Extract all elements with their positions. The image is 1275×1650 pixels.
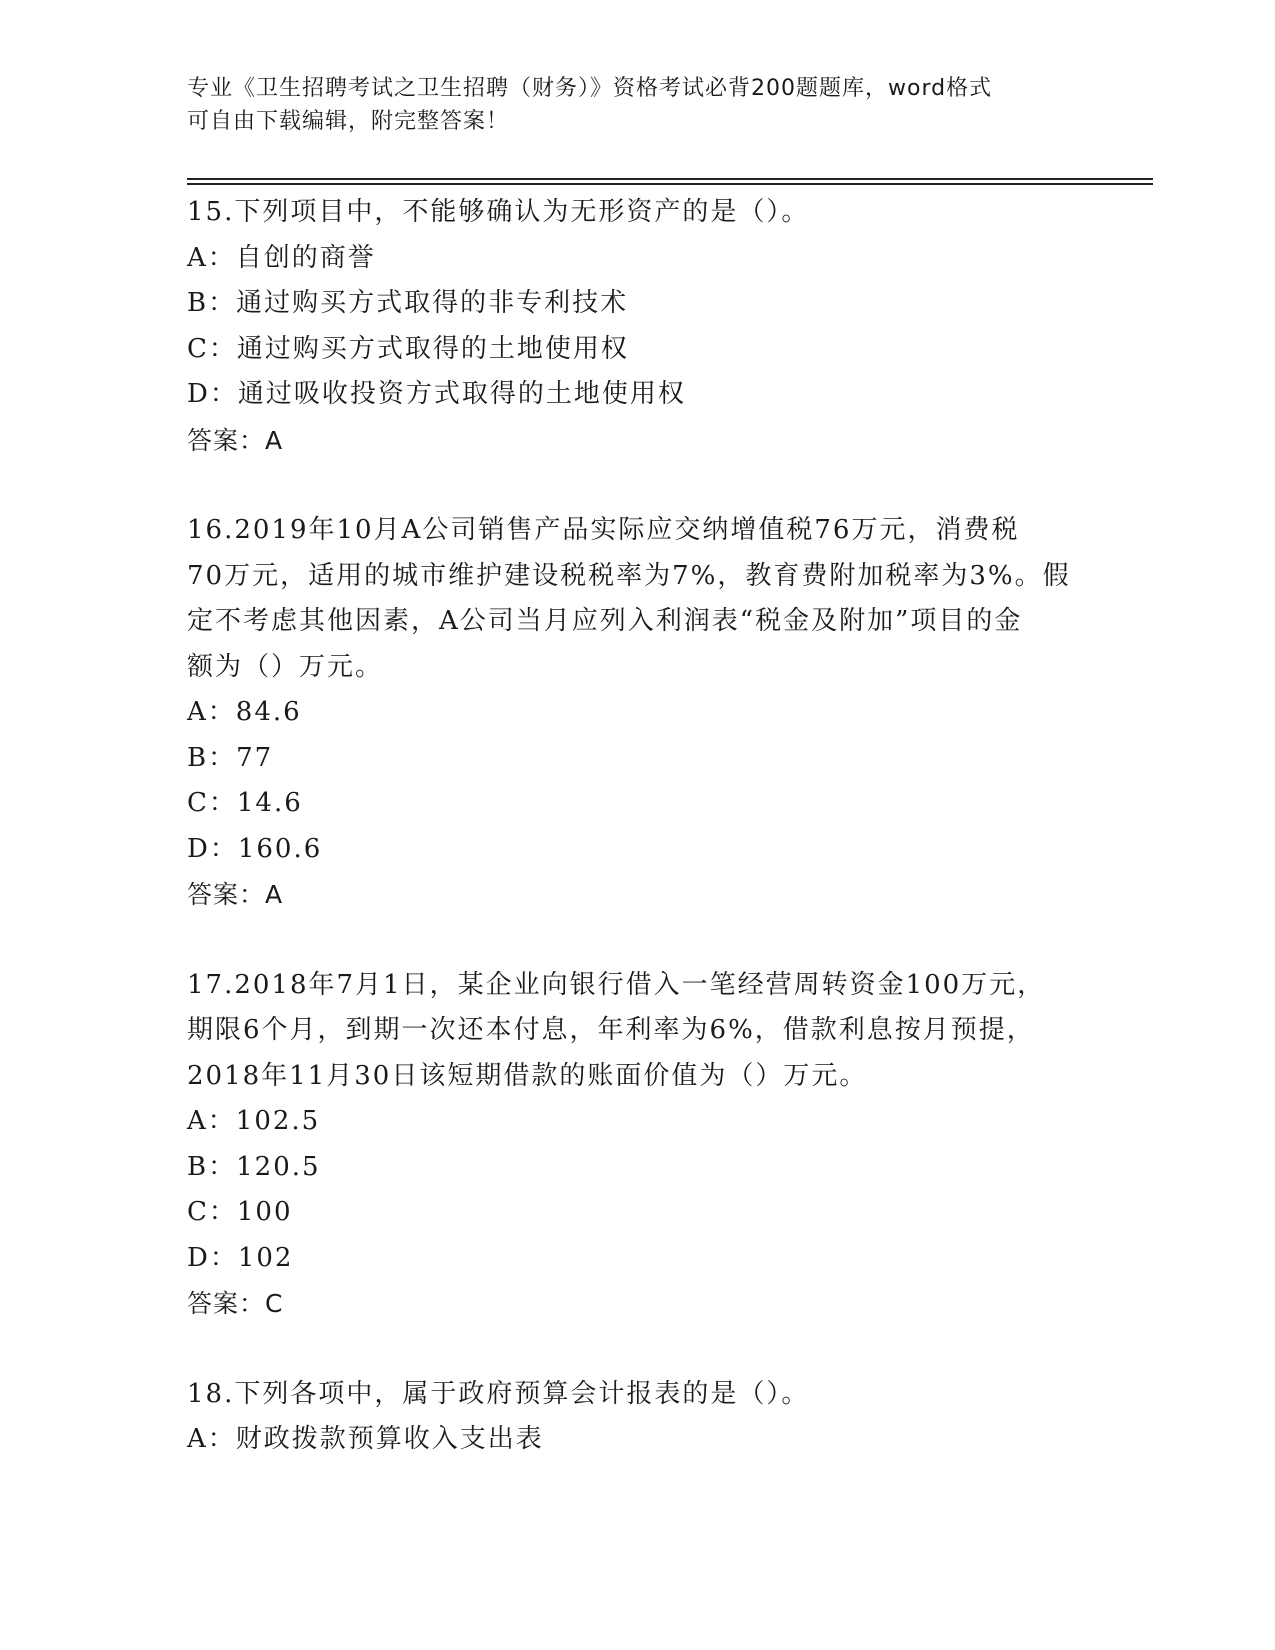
option-d: D：通过吸收投资方式取得的土地使用权 <box>187 379 686 409</box>
option-a: A：财政拨款预算收入支出表 <box>187 1424 544 1454</box>
question-spacer <box>187 463 1087 508</box>
header-rule-top <box>187 178 1153 180</box>
document-header <box>187 72 1067 138</box>
question-list <box>187 190 1087 1463</box>
answer-line: 答案：A <box>187 425 284 455</box>
header-rule-bottom <box>187 183 1153 185</box>
question-stem: 定不考虑其他因素，A公司当月应列入利润表“税金及附加”项目的金 <box>187 606 1023 636</box>
question-spacer <box>187 1327 1087 1372</box>
option-c: C：通过购买方式取得的土地使用权 <box>187 333 629 364</box>
question-16 <box>187 508 1087 918</box>
option-a: A：84.6 <box>187 697 302 727</box>
question-stem: 17.2018年7月1日，某企业向银行借入一笔经营周转资金100万元， <box>187 969 1046 1000</box>
option-c: C：100 <box>187 1197 293 1227</box>
question-stem: 额为（）万元。 <box>187 651 384 682</box>
question-stem: 70万元，适用的城市维护建设税税率为7%，教育费附加税率为3%。假 <box>187 560 1071 591</box>
option-a: A：自创的商誉 <box>187 242 376 273</box>
option-b: B：77 <box>187 742 274 773</box>
option-b: B：120.5 <box>187 1151 321 1182</box>
question-stem: 16.2019年10月A公司销售产品实际应交纳增值税76万元，消费税 <box>187 515 1020 545</box>
question-15 <box>187 190 1087 463</box>
option-d: D：102 <box>187 1242 294 1273</box>
header-line-1: 专业《卫生招聘考试之卫生招聘（财务）》资格考试必背200题题库，word格式 <box>187 76 993 101</box>
question-stem: 期限6个月，到期一次还本付息，年利率为6%，借款利息按月预提， <box>187 1015 1035 1045</box>
question-17 <box>187 963 1087 1327</box>
option-a: A：102.5 <box>187 1106 321 1136</box>
question-18 <box>187 1372 1087 1463</box>
answer-line: 答案：A <box>187 880 284 909</box>
question-stem: 15.下列项目中，不能够确认为无形资产的是（）。 <box>187 197 810 227</box>
answer-line: 答案：C <box>187 1289 284 1318</box>
question-spacer <box>187 918 1087 963</box>
question-stem: 2018年11月30日该短期借款的账面价值为（）万元。 <box>187 1060 868 1091</box>
option-b: B：通过购买方式取得的非专利技术 <box>187 288 629 318</box>
question-stem: 18.下列各项中，属于政府预算会计报表的是（）。 <box>187 1378 810 1409</box>
header-line-2: 可自由下载编辑，附完整答案！ <box>187 109 510 134</box>
option-d: D：160.6 <box>187 833 323 864</box>
option-c: C：14.6 <box>187 788 303 818</box>
